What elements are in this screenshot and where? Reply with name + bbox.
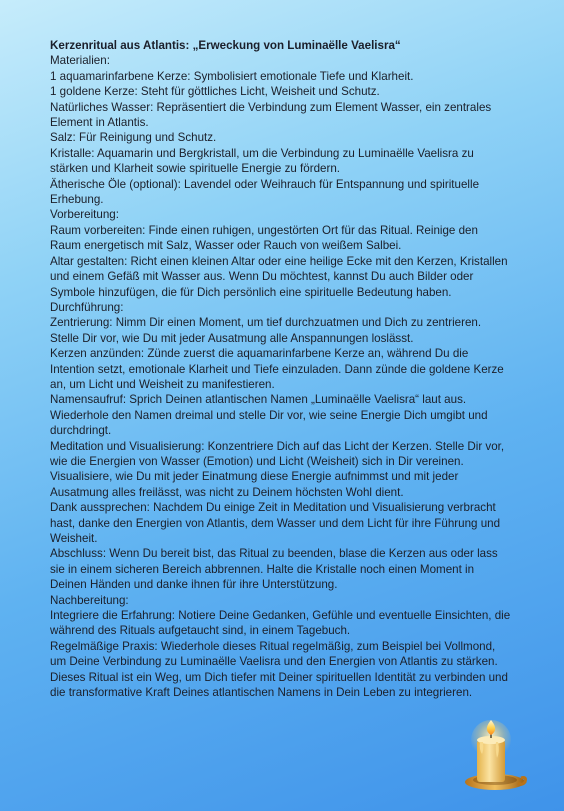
paragraph: Salz: Für Reinigung und Schutz. <box>50 131 217 145</box>
paragraph: Abschluss: Wenn Du bereit bist, das Ritual zu beenden, blase die Kerzen aus oder lass sie in einem sicheren Bereich abbrennen. Halte die Kristalle noch einen Moment in Deinen Händen und danke ihnen für ihre Unterstützung. <box>50 547 498 592</box>
heading-vorbereitung: Vorbereitung: <box>50 208 119 222</box>
closing-paragraph: Dieses Ritual ist ein Weg, um Dich tiefer mit Deiner spirituellen Identität zu verbinden und die transformative Kraft Deines atlantischen Namens in Dein Leben zu integrieren. <box>50 670 508 700</box>
document-title: Kerzenritual aus Atlantis: „Erweckung von Luminaëlle Vaelisra“ <box>50 39 401 52</box>
heading-materialien: Materialien: <box>50 54 110 68</box>
paragraph: Meditation und Visualisierung: Konzentriere Dich auf das Licht der Kerzen. Stelle Dir vor, wie die Energien von Wasser (Emotion) und Licht (Weisheit) sich in Dir vereinen. Visualisiere, wie Du mit jeder Einatmung diese Energie aufnimmst und mit jeder Ausatmung alles freilässt, was nicht zu Deinem höchsten Wohl dient. <box>50 439 505 499</box>
paragraph: 1 goldene Kerze: Steht für göttliches Licht, Weisheit und Schutz. <box>50 85 380 99</box>
paragraph: Altar gestalten: Richt einen kleinen Altar oder eine heilige Ecke mit den Kerzen, Kristallen und einem Gefäß mit Wasser aus. Wenn Du möchtest, kannst Du auch Bilder oder Symbole hinzufügen, die für Dich persönlich eine spirituelle Bedeutung haben. <box>50 254 508 299</box>
paragraph: Kristalle: Aquamarin und Bergkristall, um die Verbindung zu Luminaëlle Vaelisra zu stärken und Klarheit sowie spirituelle Energie zu fördern. <box>50 146 474 176</box>
document-body <box>50 38 512 700</box>
paragraph: Regelmäßige Praxis: Wiederhole dieses Ritual regelmäßig, zum Beispiel bei Vollmond, um Deine Verbindung zu Luminaëlle Vaelisra und den Energien von Atlantis zu stärken. <box>50 639 498 669</box>
heading-nachbereitung: Nachbereitung: <box>50 593 129 607</box>
paragraph: 1 aquamarinfarbene Kerze: Symbolisiert emotionale Tiefe und Klarheit. <box>50 69 414 83</box>
paragraph: Zentrierung: Nimm Dir einen Moment, um tief durchzuatmen und Dich zu zentrieren. Stelle Dir vor, wie Du mit jeder Ausatmung alle Anspannungen loslässt. <box>50 316 482 345</box>
heading-durchfuehrung: Durchführung: <box>50 300 124 314</box>
paragraph: Namensaufruf: Sprich Deinen atlantischen Namen „Luminaëlle Vaelisra“ laut aus. Wiederhole den Namen dreimal und stelle Dir vor, wie seine Energie Dich umgibt und durchdringt. <box>50 393 488 438</box>
paragraph: Dank aussprechen: Nachdem Du einige Zeit in Meditation und Visualisierung verbracht hast, danke den Energien von Atlantis, dem Wasser und dem Licht für ihre Führung und Weisheit. <box>50 501 501 545</box>
paragraph: Kerzen anzünden: Zünde zuerst die aquamarinfarbene Kerze an, während Du die Intention setzt, emotionale Klarheit und Tiefe einzuladen. Dann zünde die goldene Kerze an, um Licht und Weisheit zu manifestieren. <box>50 347 504 391</box>
paragraph: Raum vorbereiten: Finde einen ruhigen, ungestörten Ort für das Ritual. Reinige den Raum energetisch mit Salz, Wasser oder Rauch von weißem Salbei. <box>50 223 478 253</box>
paragraph: Integriere die Erfahrung: Notiere Deine Gedanken, Gefühle und eventuelle Einsichten, die während des Rituals aufgetaucht sind, in einem Tagebuch. <box>50 609 511 638</box>
paragraph: Natürliches Wasser: Repräsentiert die Verbindung zum Element Wasser, ein zentrales Element in Atlantis. <box>50 100 492 130</box>
paragraph: Ätherische Öle (optional): Lavendel oder Weihrauch für Entspannung und spirituelle Erhebung. <box>50 177 480 207</box>
candle-icon <box>458 720 528 792</box>
